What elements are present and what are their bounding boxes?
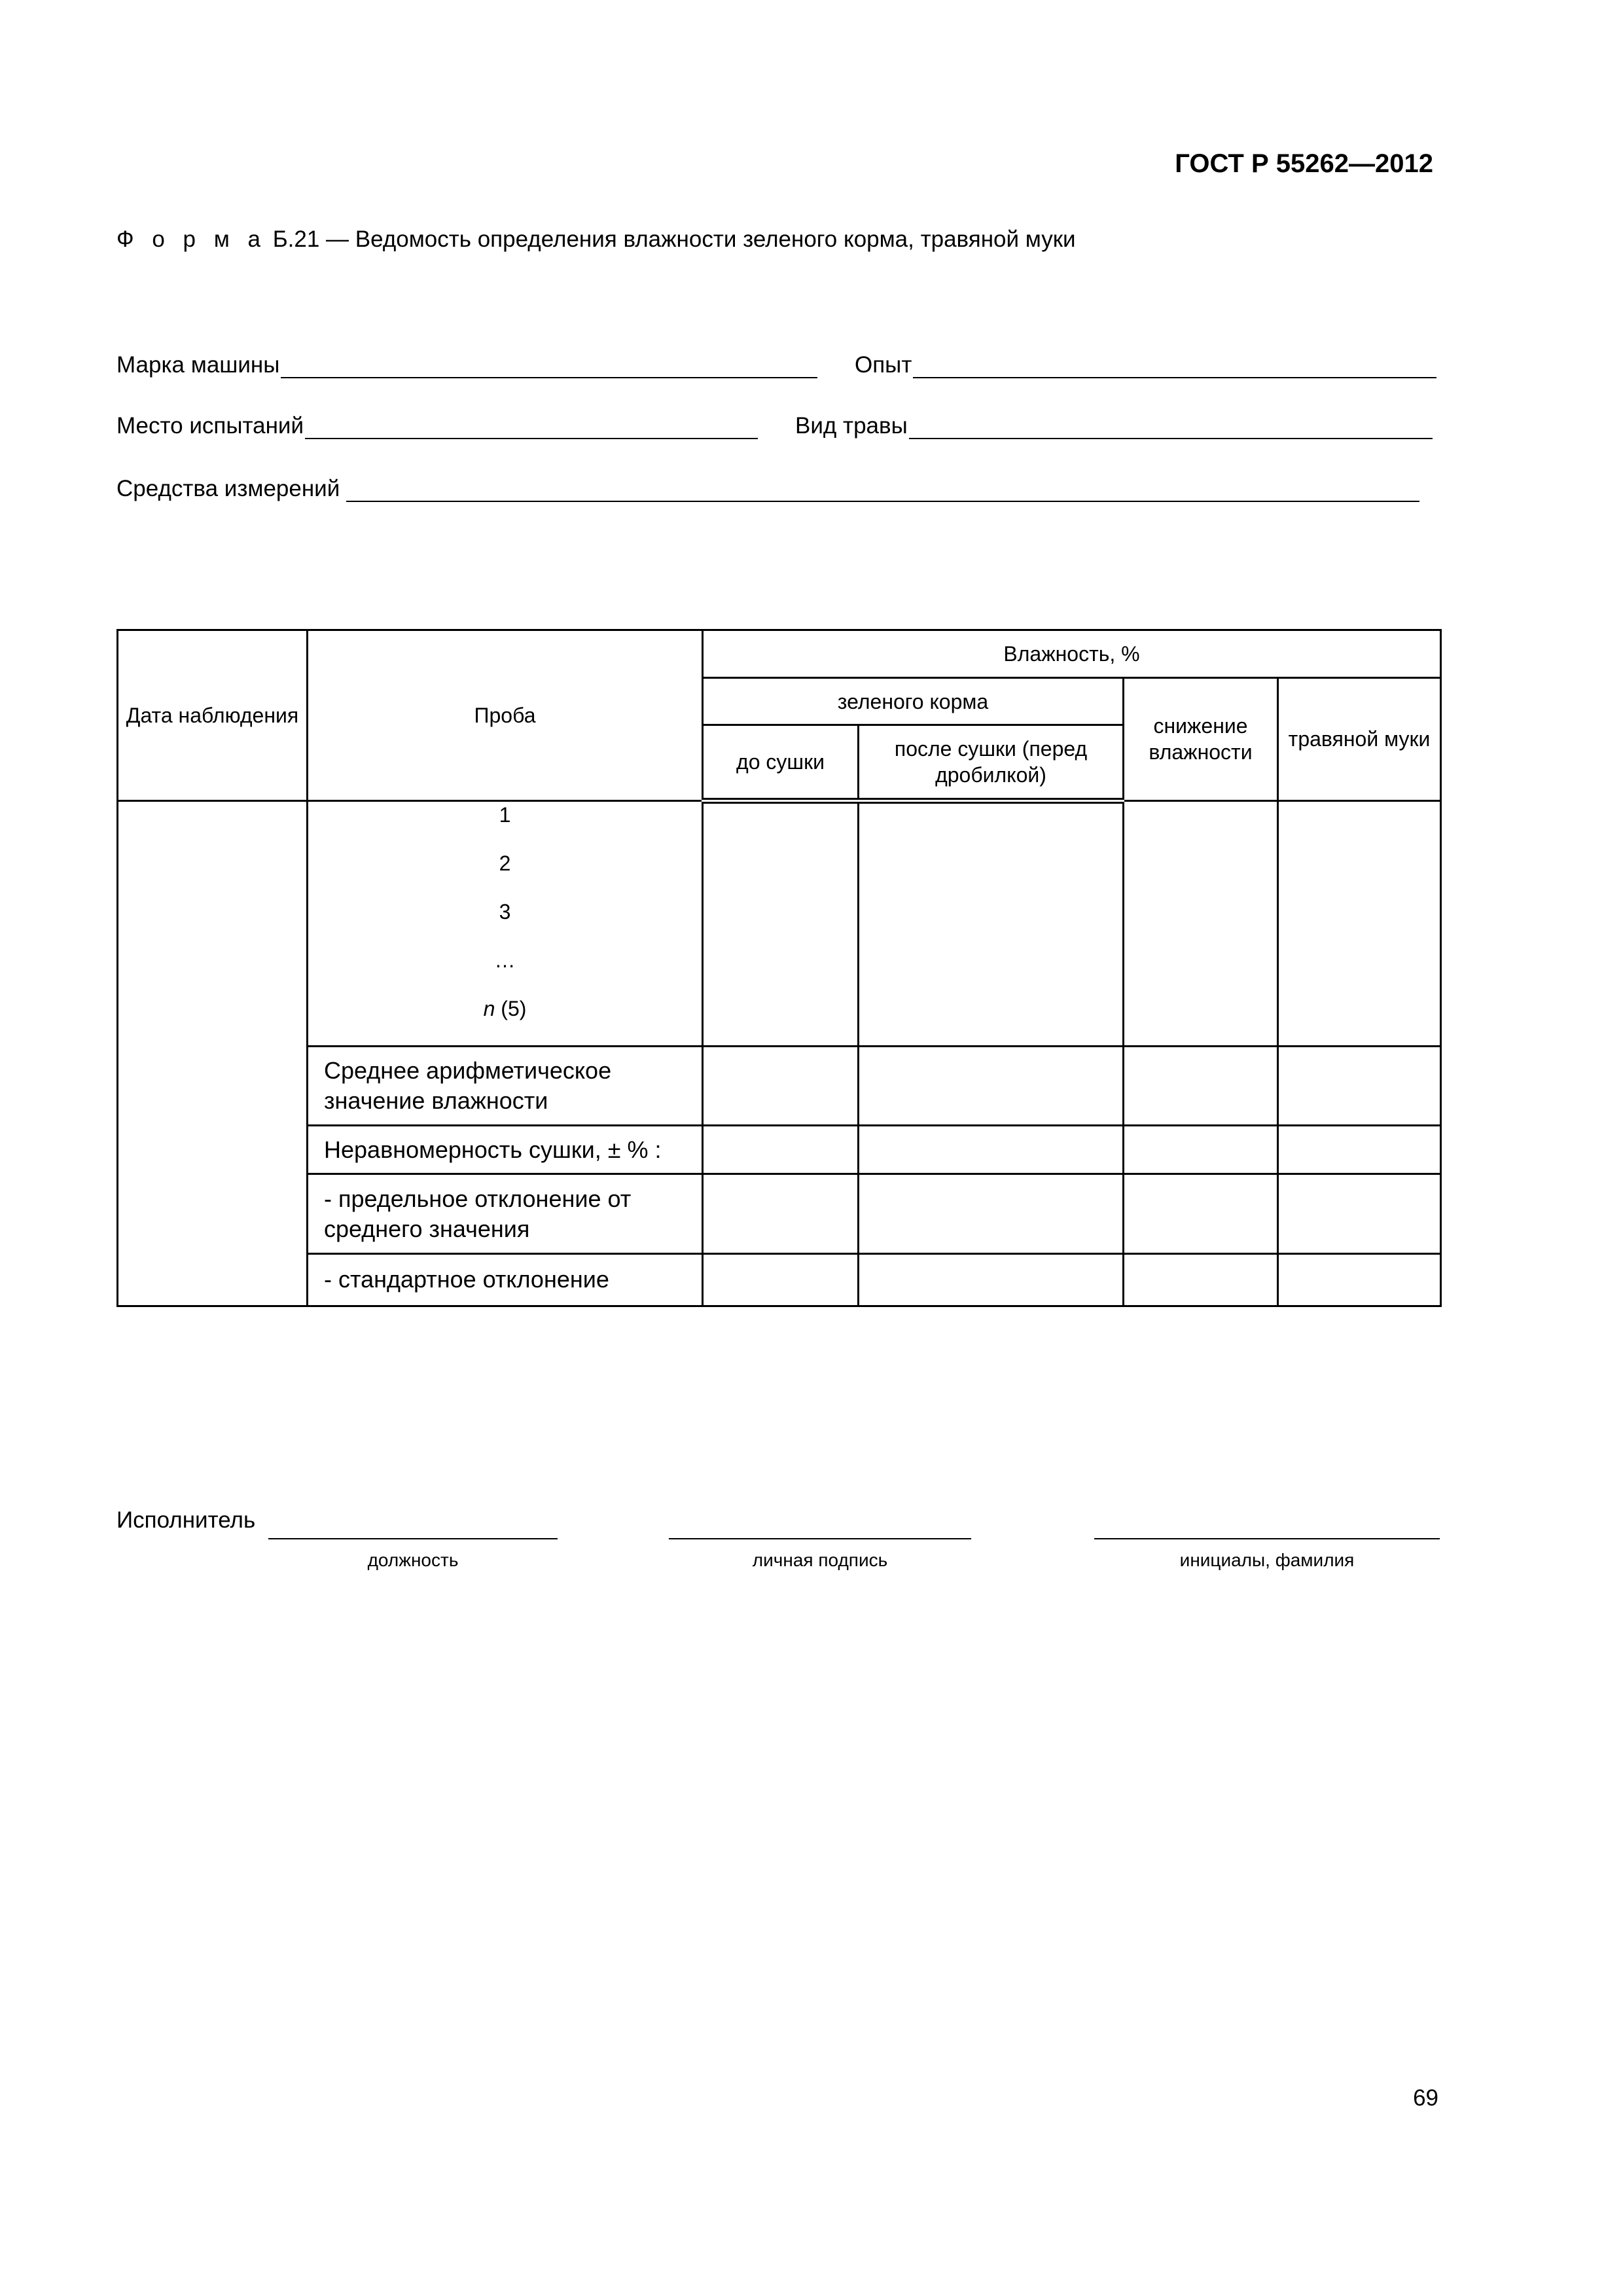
test-site-label: Место испытаний [116,413,304,439]
cell-stddev-after[interactable] [859,1253,1124,1306]
position-line[interactable] [268,1538,558,1539]
row-std-deviation-label: - стандартное отклонение [308,1253,703,1306]
machine-brand-label: Марка машины [116,352,280,378]
name-line[interactable] [1094,1538,1440,1539]
cell-maxdev-after[interactable] [859,1174,1124,1253]
grass-type-field[interactable] [795,406,1433,439]
cell-maxdev-reduction[interactable] [1124,1174,1278,1253]
moisture-table [116,629,1442,1307]
measuring-tools-line[interactable] [346,475,1419,502]
experiment-label: Опыт [855,352,912,378]
header-sample: Проба [308,630,703,801]
signature-caption: личная подпись [752,1550,888,1570]
header-after-drying: после сушки (перед дробилкой) [859,725,1124,800]
cell-after-drying[interactable] [859,800,1124,1046]
row-unevenness-label: Неравномерность сушки, ± % : [308,1126,703,1174]
machine-brand-line[interactable] [281,351,817,378]
cell-mean-reduction[interactable] [1124,1046,1278,1125]
cell-before-drying[interactable] [703,800,859,1046]
cell-stddev-before[interactable] [703,1253,859,1306]
cell-unevenness-meal[interactable] [1278,1126,1441,1174]
grass-type-line[interactable] [909,412,1433,439]
experiment-line[interactable] [913,351,1436,378]
cell-grass-meal[interactable] [1278,800,1441,1046]
cell-unevenness-reduction[interactable] [1124,1126,1278,1174]
measuring-tools-label: Средства измерений [116,476,340,501]
performer-label: Исполнитель [116,1507,256,1533]
header-green-feed: зеленого корма [703,678,1124,725]
header-moisture-reduction: снижение влажности [1124,678,1278,801]
cell-unevenness-before[interactable] [703,1126,859,1174]
sample-3: 3 [499,899,511,924]
row-mean-label: Среднее арифметическое значение влажности [308,1046,703,1125]
cell-maxdev-meal[interactable] [1278,1174,1441,1253]
measuring-tools-field[interactable] [116,469,1419,502]
test-site-line[interactable] [305,412,758,439]
page-number: 69 [1413,2085,1438,2111]
sample-n-variable: n [483,996,495,1020]
cell-maxdev-before[interactable] [703,1174,859,1253]
sample-2: 2 [499,851,511,875]
header-date: Дата наблюдения [118,630,308,801]
standard-number: ГОСТ Р 55262—2012 [1175,149,1433,178]
form-label: Ф о р м а [116,226,266,252]
form-caption: Б.21 — Ведомость определения влажности зеленого корма, травяной муки [272,226,1076,252]
cell-mean-before[interactable] [703,1046,859,1125]
grass-type-label: Вид травы [795,413,908,439]
cell-mean-meal[interactable] [1278,1046,1441,1125]
sample-n-value: (5) [495,996,527,1020]
row-max-deviation-label: - предельное отклонение от среднего значения [308,1174,703,1253]
form-title [116,226,1076,253]
cell-mean-after[interactable] [859,1046,1124,1125]
cell-unevenness-after[interactable] [859,1126,1124,1174]
test-site-field[interactable] [116,406,758,439]
name-caption: инициалы, фамилия [1179,1550,1355,1570]
sample-ellipsis: … [494,948,516,972]
cell-stddev-meal[interactable] [1278,1253,1441,1306]
date-cell[interactable] [118,800,308,1306]
header-before-drying: до сушки [703,725,859,800]
position-caption: должность [367,1550,459,1570]
sample-n [308,996,702,1044]
experiment-field[interactable] [855,346,1436,378]
sample-numbers [308,800,703,1046]
cell-moisture-reduction[interactable] [1124,800,1278,1046]
header-grass-meal: травяной муки [1278,678,1441,801]
machine-brand-field[interactable] [116,346,817,378]
signature-line[interactable] [669,1538,971,1539]
cell-stddev-reduction[interactable] [1124,1253,1278,1306]
sample-1: 1 [499,802,511,827]
header-moisture: Влажность, % [703,630,1441,678]
